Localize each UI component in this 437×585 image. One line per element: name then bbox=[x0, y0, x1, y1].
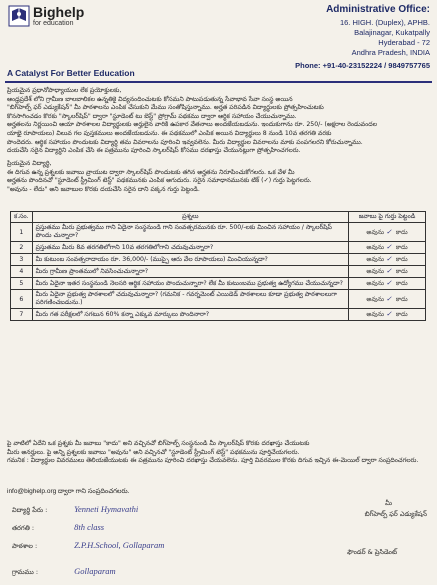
answer-cell[interactable] bbox=[349, 309, 426, 321]
row-number: 1 bbox=[11, 223, 33, 242]
logo-name: Bighelp bbox=[33, 4, 85, 20]
intro-line: ఆంధ్రప్రదేశ్ లోని గ్రామీణ బాలబాలికల ఉన్నతికై విద్యనందించుటకు కోసమని పాటుపడుతున్న సేవాభావ సేవా సంస్థ అయిన bbox=[7, 95, 293, 103]
answer-yes: అవును bbox=[366, 311, 385, 318]
answer-no: కాదు bbox=[395, 244, 408, 251]
closing-note: గమనిక : విద్యార్థుల వివరములు తెలియజేయుటకు ఈ పత్రమును పూరించి దరఖాస్తు చేయవలెను. పూర్తి వివరముల కొరకు దిగువ ఇచ్చిన ఈ-మెయిల్ ద్వారా సంప్రదించగలరు. bbox=[7, 457, 419, 465]
greeting: ప్రియమైన ప్రధానోపాధ్యాయుల లేక ప్రయోక్తులకు, bbox=[7, 87, 122, 94]
answer-mark: ✓ bbox=[386, 294, 392, 303]
col-number-header: క.సం. bbox=[11, 212, 33, 223]
address-line: 16. HIGH. (Duplex), APHB. bbox=[339, 18, 430, 27]
answer-yes: అవును bbox=[366, 268, 385, 275]
phone-number: Phone: +91-40-23152224 / 9849757765 bbox=[295, 61, 430, 70]
questions-table bbox=[10, 211, 426, 321]
table-header-row bbox=[11, 212, 426, 223]
bighelp-logo-icon bbox=[8, 5, 30, 27]
table-row bbox=[11, 309, 426, 321]
col-question-header: ప్రశ్నలు bbox=[32, 212, 348, 223]
col-answer-header: జవాబు పై గుర్తు పెట్టండి bbox=[349, 212, 426, 223]
row-question: మీరు గత పరీక్షలలో సగటున 60% కన్నా ఎక్కువ మార్కులు పొందినారా? bbox=[32, 309, 348, 321]
row-question: ప్రస్తుతము మీరు 8వ తరగతిలోగాని 10వ తరగతిలోగాని చదువుచున్నారా? bbox=[32, 242, 348, 254]
admin-office-block bbox=[295, 4, 430, 71]
answer-yes: అవును bbox=[366, 295, 385, 303]
row-number: 2 bbox=[11, 242, 33, 254]
intro-line: పొందెదరు. ఆర్థిక సహాయం పొందుటకు విద్యార్థి తమ వివరాలను పూరించి ఇవ్వవలెను. మీరు విద్యార్థుల వివరాలను మాకు పంపగలరని కోరుచున్నాము. bbox=[7, 138, 363, 146]
intro-line: కొనసాగించడం కొరకు "స్కాలర్‌షిప్" ద్వారా "స్టూడెంట్ టు బెస్ట్" ప్రోగ్రామ్ పథకము ద్వారా ఆర్థిక సహాయం చేయుచున్నాము. bbox=[7, 112, 297, 120]
answer-no: కాదు bbox=[395, 228, 408, 236]
answer-cell[interactable] bbox=[349, 223, 426, 242]
answer-cell[interactable] bbox=[349, 242, 426, 254]
table-row bbox=[11, 242, 426, 254]
row-number: 4 bbox=[11, 266, 33, 278]
answer-yes: అవును bbox=[366, 256, 385, 263]
answer-mark: ✓ bbox=[386, 267, 392, 275]
answer-yes: అవును bbox=[366, 228, 385, 236]
section-line: "అవును - లేదు" అని జవాబుల కొరకు దయచేసి సరైన దాని పక్కన గుర్తు పెట్టండి. bbox=[7, 185, 200, 193]
table-row bbox=[11, 278, 426, 290]
row-question: ప్రస్తుతము మీరు ప్రభుత్వము గాని ఏదైనా సంస్థనుండి గాని సంవత్సరమునకు రూ. 500/-లకు మించిన సహాయం / స్కాలర్‌షిప్ పొందు చున్నారా? bbox=[32, 223, 348, 242]
intro-line: అర్హతలను నిర్ణయించి ఆయా పాఠశాలల విద్యార్థులకు అర్హులైన వారికి ఉపకార వేతనాలు అందజేయబడును. ఇందుకుగాను రూ. 250/- (అక్షరాల రెండువందల bbox=[7, 121, 378, 129]
student-name-value[interactable]: Yenneti Hymavathi bbox=[74, 504, 139, 514]
class-label: తరగతి : bbox=[12, 524, 35, 532]
answer-no: కాదు bbox=[395, 311, 408, 318]
row-question: మీరు ఏదైనా ఇతర సంస్థనుండి నెలసరి ఆర్థిక సహాయం పొందుచున్నారా? లేక మీ కుటుంబము ప్రభుత్వ ఉద్యోగము చేయుచున్నదా? bbox=[32, 278, 348, 290]
answer-no: కాదు bbox=[395, 268, 408, 275]
answer-cell[interactable] bbox=[349, 290, 426, 309]
closing-line: మీరు అనర్హులు. పై అన్ని ప్రశ్నలకు జవాబు "అవును" అని వచ్చినచో "స్టూడెంట్ స్ట్రీమింగ్ టెస్ట్" పథకమును పూర్తిచేయగలరు. bbox=[7, 448, 300, 456]
section-line: ఈ దిగువ ఉన్న ప్రశ్నలకు జవాబు వ్రాయుట ద్వారా స్కాలర్‌షిప్ పొందుటకు తగిన అర్హతను నిరూపించుకోగలరు. ఒక వేళ మీ bbox=[7, 168, 295, 176]
answer-cell[interactable] bbox=[349, 266, 426, 278]
closing-line: పై వాటిలో ఏదేని ఒక ప్రశ్నకు మీ జవాబు "కాదు" అని వచ్చినచో బిగ్‌హెల్ప్ సంస్థనుండి మీ స్కాలర్‌షిప్ కొరకు దరఖాస్తు చేయుటకు bbox=[7, 440, 310, 447]
row-number: 3 bbox=[11, 254, 33, 266]
school-value[interactable]: Z.P.H.School, Gollaparam bbox=[74, 540, 165, 550]
school-row bbox=[12, 540, 164, 552]
row-question: మీరు గ్రామీణ ప్రాంతములో నివసించుచున్నారా? bbox=[32, 266, 348, 278]
answer-mark: ✓ bbox=[386, 227, 392, 236]
class-row bbox=[12, 522, 104, 534]
intro-line: "బిగ్‌హెల్ప్ ఫర్ ఎడ్యుకేషన్" మీ పాఠశాలను ఎంపిక చేసుకుని మేము సంతోషిస్తున్నాము. అర్హత పరిపడిన విద్యార్థులకు ప్రోత్సహించుటకు bbox=[7, 104, 324, 112]
signature-yours: మీ bbox=[385, 499, 392, 507]
answer-mark: ✓ bbox=[386, 310, 392, 318]
row-question: మీ కుటుంబ సంవత్సరాదాయం రూ. 36,000/- (ముప్పై ఆరు వేల రూపాయలు) మించియున్నదా? bbox=[32, 254, 348, 266]
admin-office-title: Administrative Office: bbox=[326, 4, 430, 15]
table-row bbox=[11, 266, 426, 278]
intro-line: యాభై రూపాయలు) విలువ గల పుస్తకములు అందజేయబడును. ఈ పథకములో ఎంపిక అయిన విద్యార్థులు 8 నుండి 10వ తరగతి వరకు bbox=[7, 129, 332, 137]
address-line: Andhra Pradesh, INDIA bbox=[351, 48, 430, 57]
contact-email[interactable]: info@bighelp.org ద్వారా గాని సంప్రదించగలరు. bbox=[7, 488, 130, 495]
answer-no: కాదు bbox=[395, 295, 408, 303]
answer-no: కాదు bbox=[395, 280, 408, 287]
school-label: పాఠశాల : bbox=[12, 542, 38, 550]
row-question: మీరు ఏదైనా ప్రభుత్వ పాఠశాలలో చదువుచున్నారా? (గమనిక - గవర్నమెంట్ ఎయిడెడ్ పాఠశాలలు కూడా ప్రభుత్వ పాఠశాలలుగా పరిగణించబడును.) bbox=[32, 290, 348, 309]
table-row bbox=[11, 254, 426, 266]
student-section bbox=[7, 160, 429, 194]
signature-org: బిగ్‌హెల్ప్ ఫర్ ఎడ్యుకేషన్ bbox=[364, 510, 427, 518]
table-row bbox=[11, 223, 426, 242]
student-name-label: విద్యార్థి పేరు : bbox=[12, 506, 48, 514]
intro-line: దయచేసి సరైన విద్యార్థిని ఎంపిక చేసి ఈ పత్రమును పూరించి స్కాలర్‌షిప్ కోసము దరఖాస్తు చేయునట్లుగా ప్రోత్సహించగలరు. bbox=[7, 147, 301, 155]
answer-yes: అవును bbox=[366, 244, 385, 251]
closing-paragraph bbox=[7, 440, 429, 466]
address-line: Balajinagar, Kukatpally bbox=[354, 28, 430, 37]
org-tagline: A Catalyst For Better Education bbox=[7, 68, 135, 78]
answer-cell[interactable] bbox=[349, 254, 426, 266]
intro-paragraph bbox=[7, 87, 429, 156]
answer-mark: ✓ bbox=[386, 243, 392, 251]
village-value[interactable]: Gollaparam bbox=[74, 566, 116, 576]
village-row bbox=[12, 566, 116, 578]
row-number: 5 bbox=[11, 278, 33, 290]
answer-no: కాదు bbox=[395, 256, 408, 263]
village-label: గ్రామము : bbox=[12, 568, 39, 576]
row-number: 7 bbox=[11, 309, 33, 321]
section-title: ప్రియమైన విద్యార్థి, bbox=[7, 160, 52, 167]
row-number: 6 bbox=[11, 290, 33, 309]
address-line: Hyderabad - 72 bbox=[378, 38, 430, 47]
answer-cell[interactable] bbox=[349, 278, 426, 290]
answer-mark: ✓ bbox=[386, 255, 392, 263]
header-divider bbox=[5, 81, 432, 83]
signature-role: ఫౌండర్ & ప్రెసిడెంట్ bbox=[347, 548, 397, 556]
student-name-row bbox=[12, 504, 138, 516]
logo-tagline: for education bbox=[33, 20, 74, 27]
answer-mark: ✓ bbox=[386, 279, 392, 287]
table-row bbox=[11, 290, 426, 309]
answer-yes: అవును bbox=[366, 280, 385, 287]
class-value[interactable]: 8th class bbox=[74, 522, 105, 532]
section-line: అర్హతను పొందినచో "స్టూడెంట్ స్ట్రీమింగ్ టెస్ట్" పథకమునకు ఎంపిక అగుదురు. సరైన సమాధానమునకు టిక్ (✓) గుర్తు పెట్టగలరు. bbox=[7, 177, 312, 185]
